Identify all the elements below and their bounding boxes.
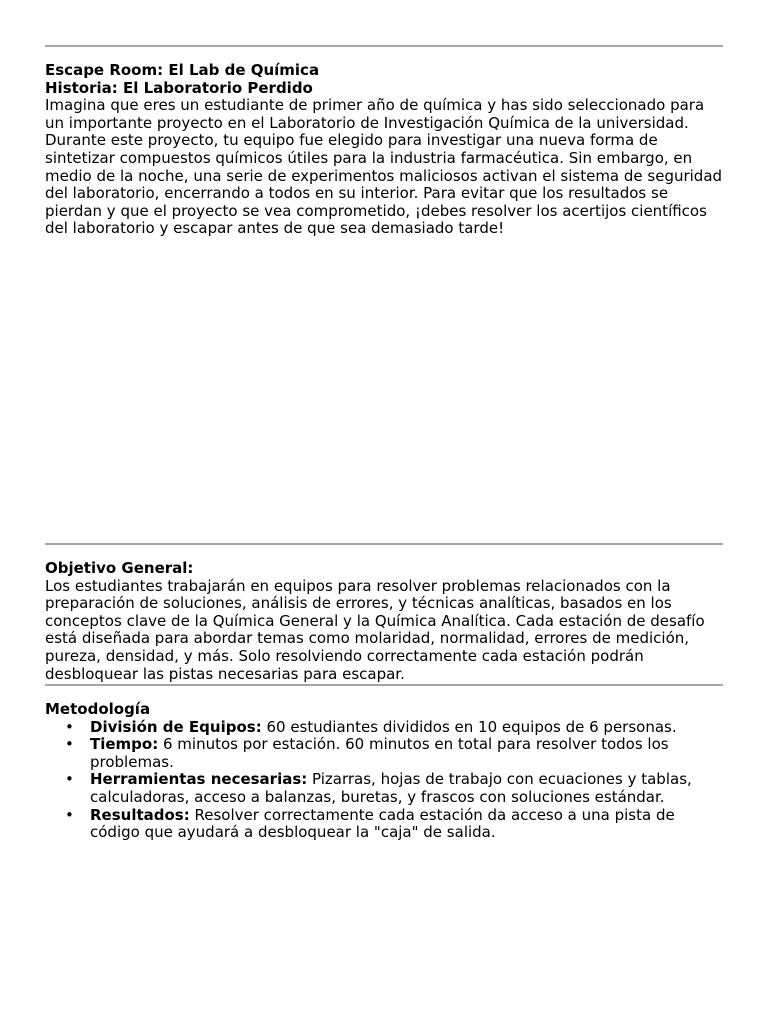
list-item: [45, 736, 723, 771]
objective-section: [45, 560, 723, 683]
bullet-icon: •: [65, 805, 74, 824]
list-item-label: Resultados:: [90, 805, 190, 824]
methodology-list: [45, 719, 723, 842]
list-item: [45, 807, 723, 842]
objective-heading: Objetivo General:: [45, 559, 194, 577]
methodology-section: [45, 701, 723, 842]
story-heading: Historia: El Laboratorio Perdido: [45, 78, 313, 97]
list-item: [45, 719, 723, 737]
list-item-text: 60 estudiantes divididos en 10 equipos de 6 personas.: [261, 717, 677, 736]
middle-divider: [45, 543, 723, 545]
list-item-label: Herramientas necesarias:: [90, 770, 308, 789]
story-paragraph: Imagina que eres un estudiante de primer año de química y has sido seleccionado para un importante proyecto en el Laboratorio de Investigación Química de la universidad. Durante este proyecto, tu equipo fue elegido para investigar una nueva forma de sintetizar compuestos químicos útiles para la industria farmacéutica. Sin embargo, en medio de la noche, una serie de experimentos maliciosos activan el sistema de seguridad del laboratorio, encerrando a todos en su interior. Para evitar que los resultados se pierdan y que el proyecto se vea comprometido, ¡debes resolver los acertijos científicos del laboratorio y escapar antes de que sea demasiado tarde!: [45, 96, 723, 238]
objective-paragraph: Los estudiantes trabajarán en equipos para resolver problemas relacionados con la preparación de soluciones, análisis de errores, y técnicas analíticas, basados en los conceptos clave de la Química General y la Química Analítica. Cada estación de desafío está diseñada para abordar temas como molaridad, normalidad, errores de medición, pureza, densidad, y más. Solo resolviendo correctamente cada estación podrán desbloquear las pistas necesarias para escapar.: [45, 576, 705, 683]
bullet-icon: •: [65, 770, 74, 789]
list-item-label: División de Equipos:: [90, 717, 262, 736]
list-item-label: Tiempo:: [90, 735, 159, 754]
top-divider: [45, 45, 723, 47]
methodology-heading: Metodología: [45, 700, 151, 718]
bullet-icon: •: [65, 735, 74, 754]
document-title: Escape Room: El Lab de Química: [45, 61, 320, 79]
list-item-text: 6 minutos por estación. 60 minutos en total para resolver todos los problemas.: [90, 735, 669, 771]
bullet-icon: •: [65, 717, 74, 736]
list-item-text: Pizarras, hojas de trabajo con ecuaciones y tablas, calculadoras, acceso a balanzas, buretas, y frascos con soluciones estándar.: [90, 770, 692, 806]
list-item: [45, 771, 723, 806]
intro-section: [45, 62, 723, 238]
lower-divider: [45, 684, 723, 686]
list-item-text: Resolver correctamente cada estación da acceso a una pista de código que ayudará a desbloquear la "caja" de salida.: [90, 805, 675, 842]
